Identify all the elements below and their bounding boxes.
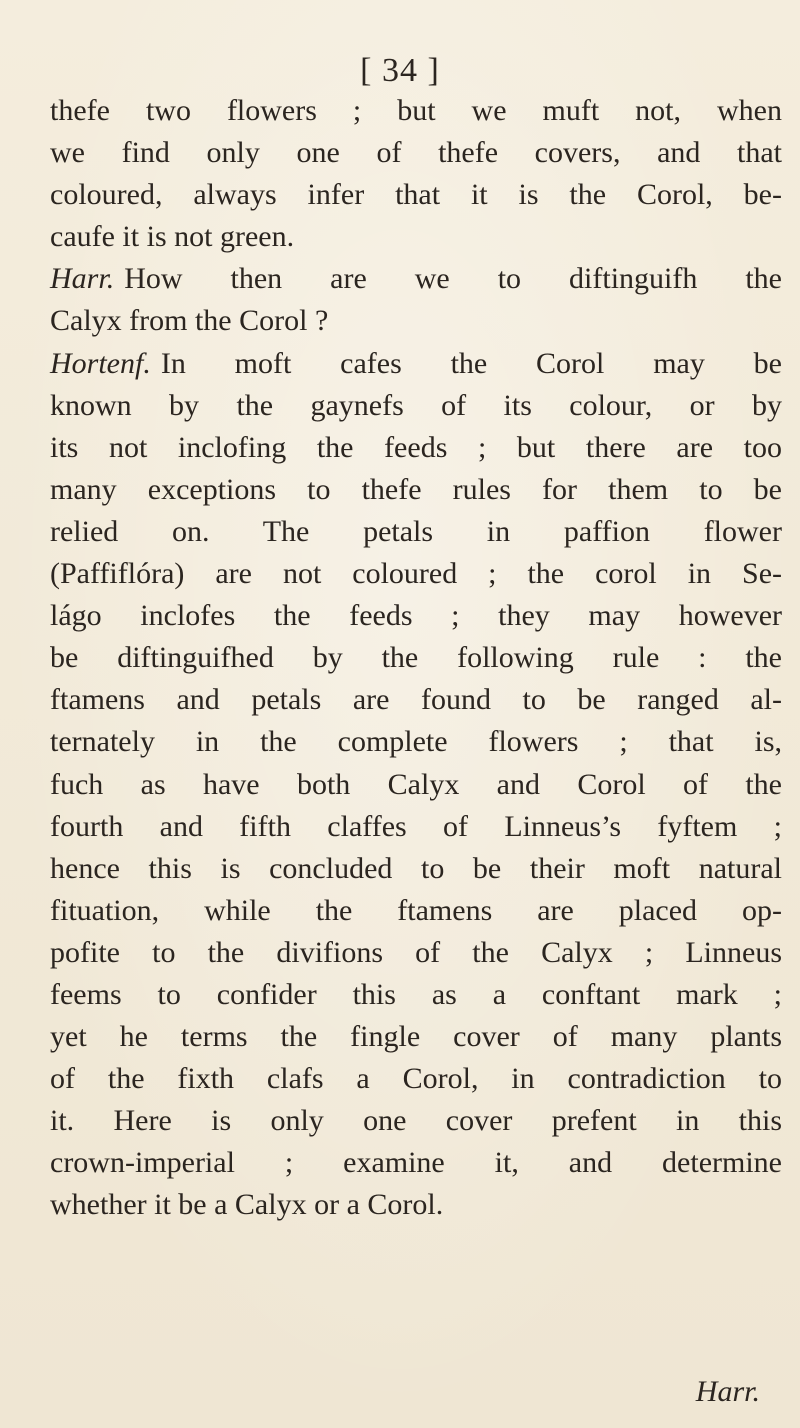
text-line <box>50 1142 782 1184</box>
line-text: pofite to the divifions of the Calyx ; Linneus <box>50 935 782 969</box>
text-line <box>50 1184 782 1226</box>
line-text: In moft cafes the Corol may be <box>160 346 782 380</box>
line-text: yet he terms the fingle cover of many plants <box>50 1020 782 1054</box>
text-line <box>50 216 782 258</box>
speaker-name: Hortenf. <box>50 346 151 380</box>
line-text: whether it be a Calyx or a Corol. <box>50 1188 444 1222</box>
text-line <box>50 511 782 553</box>
text-line <box>50 890 782 932</box>
line-text: we find only one of thefe covers, and that <box>50 136 782 170</box>
line-text: caufe it is not green. <box>50 220 295 254</box>
text-line <box>50 595 782 637</box>
line-text: many exceptions to thefe rules for them to be <box>50 472 782 506</box>
text-line <box>50 90 782 132</box>
text-line <box>50 132 782 174</box>
text-line <box>50 1058 782 1100</box>
line-text: thefe two flowers ; but we muft not, when <box>50 94 782 127</box>
text-line <box>50 806 782 848</box>
text-line <box>50 469 782 511</box>
line-text: fourth and fifth claffes of Linneus’s fyftem ; <box>50 809 782 843</box>
line-text: hence this is concluded to be their moft natural <box>50 851 782 885</box>
line-text: it. Here is only one cover prefent in this <box>50 1104 782 1138</box>
text-line <box>50 932 782 974</box>
line-text: coloured, always infer that it is the Corol, be- <box>50 178 782 212</box>
line-text: known by the gaynefs of its colour, or by <box>50 388 782 422</box>
text-line <box>50 764 782 806</box>
line-text: How then are we to diftinguifh the <box>124 262 782 296</box>
text-line <box>50 974 782 1016</box>
text-line <box>50 679 782 721</box>
text-line <box>50 1100 782 1142</box>
text-line <box>50 174 782 216</box>
line-text: its not inclofing the feeds ; but there are too <box>50 430 782 464</box>
text-line <box>50 721 782 763</box>
text-line <box>50 1016 782 1058</box>
line-text: fuch as have both Calyx and Corol of the <box>50 767 782 801</box>
text-line <box>50 637 782 679</box>
line-text: fituation, while the ftamens are placed op- <box>50 893 782 927</box>
body-text <box>50 90 782 1227</box>
text-line <box>50 258 782 300</box>
line-text: relied on. The petals in paffion flower <box>50 514 782 548</box>
line-text: be diftinguifhed by the following rule : the <box>50 641 782 675</box>
text-line <box>50 300 782 342</box>
line-text: Calyx from the Corol ? <box>50 304 329 338</box>
line-text: feems to confider this as a conftant mark ; <box>50 977 782 1011</box>
line-text: ftamens and petals are found to be ranged al- <box>50 683 782 717</box>
line-text: (Paffiflóra) are not coloured ; the corol in Se- <box>50 557 782 591</box>
line-text: ternately in the complete flowers ; that is, <box>50 725 782 759</box>
line-text: of the fixth clafs a Corol, in contradiction to <box>50 1062 782 1096</box>
line-text: lágo inclofes the feeds ; they may however <box>50 599 782 633</box>
text-line <box>50 385 782 427</box>
text-line <box>50 343 782 385</box>
text-line <box>50 427 782 469</box>
catchword: Harr. <box>695 1375 760 1408</box>
line-text: crown-imperial ; examine it, and determine <box>50 1146 782 1180</box>
text-line <box>50 553 782 595</box>
speaker-name: Harr. <box>50 262 115 296</box>
page-number: [ 34 ] <box>360 52 440 89</box>
text-line <box>50 848 782 890</box>
